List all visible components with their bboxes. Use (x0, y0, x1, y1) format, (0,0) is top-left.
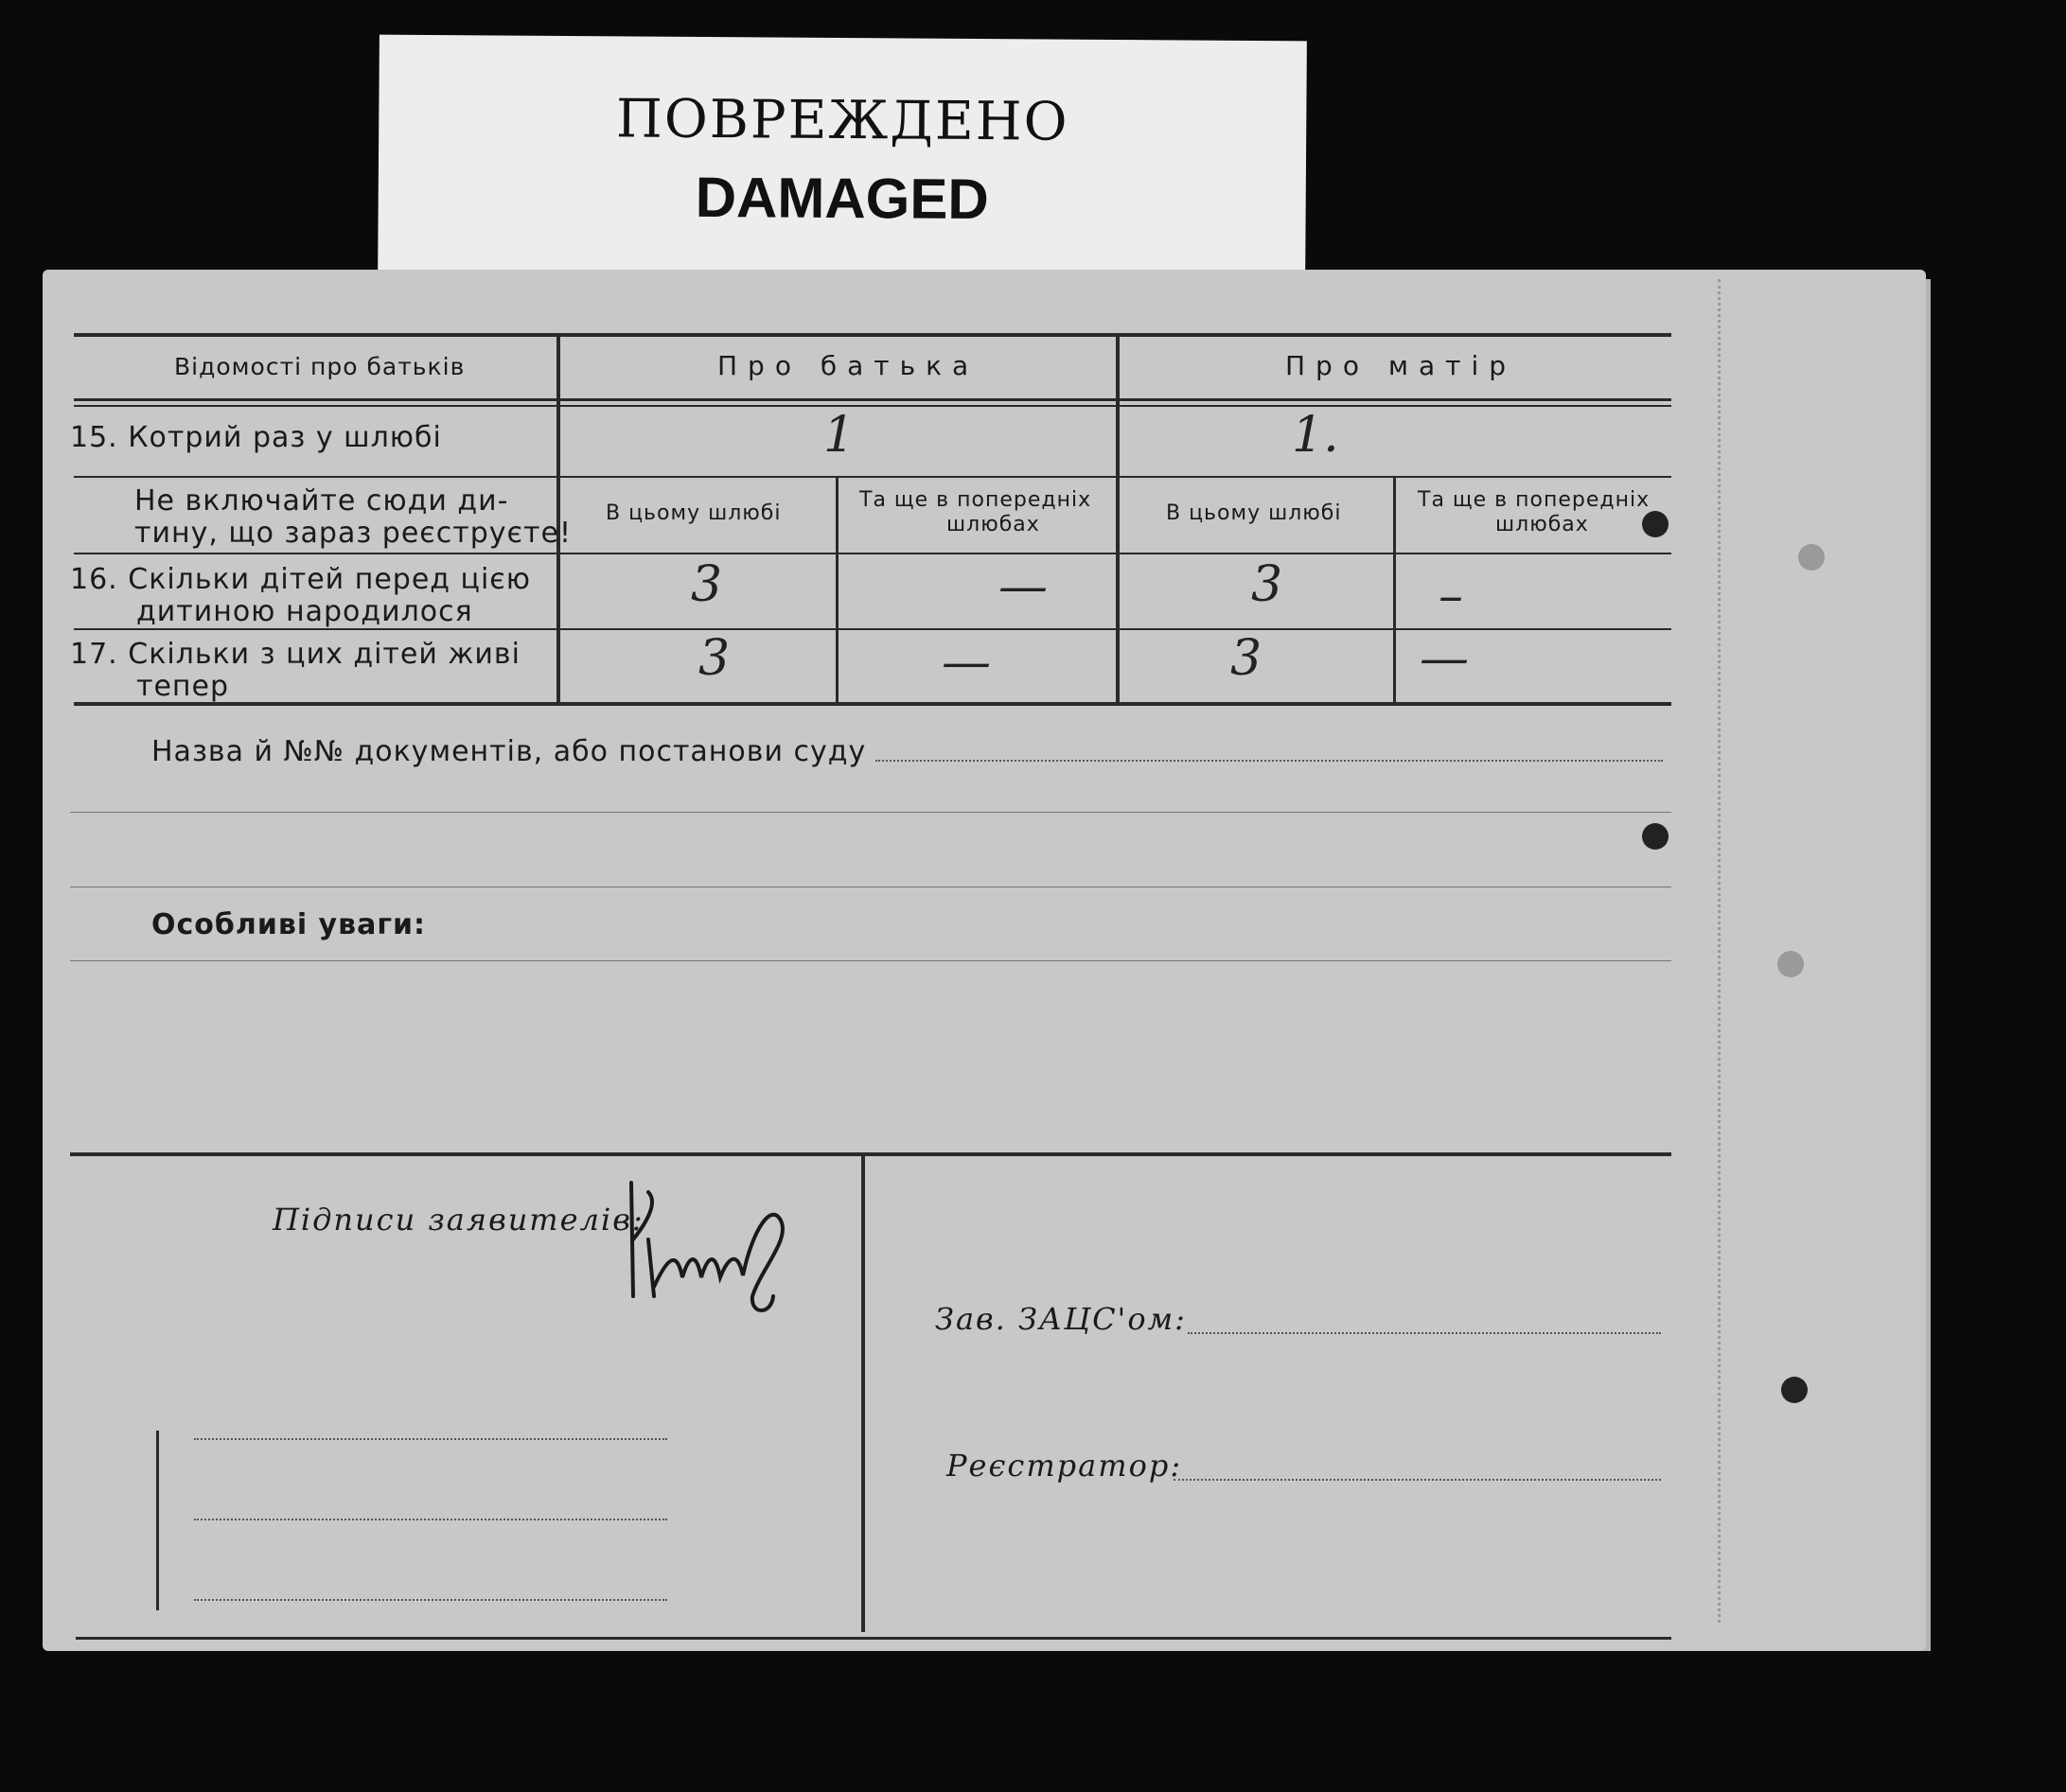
row17-father-prev: — (942, 634, 991, 691)
handwritten-signature (620, 1164, 838, 1325)
row16-mother-prev: – (1439, 568, 1463, 624)
row16-label-1: 16. Скільки дітей перед цією (70, 563, 532, 596)
header-info: Відомості про батьків (174, 353, 466, 380)
signature-section-divider (861, 1154, 865, 1632)
punch-hole (1798, 544, 1825, 571)
row16-mother-this: 3 (1251, 556, 1283, 613)
header-mother: Про матір (1285, 350, 1517, 381)
special-notes-line (70, 960, 1671, 961)
row16-father-this: 3 (691, 556, 723, 613)
row17-mother-prev: — (1420, 630, 1469, 687)
row16-label-2: дитиною народилося (136, 595, 473, 628)
row17-label-2: тепер (136, 670, 230, 703)
form-bottom-rule (76, 1637, 1671, 1640)
punch-hole (1642, 823, 1669, 850)
row17-label-1: 17. Скільки з цих дітей живі (70, 638, 521, 671)
damaged-label-card (378, 35, 1307, 288)
applicant-signature-line-2 (194, 1519, 667, 1520)
row17-father-this: 3 (698, 630, 731, 687)
note-line1: Не включайте сюди ди- (134, 484, 509, 518)
row15-father-value: 1 (823, 407, 856, 464)
header-bottom-rule-2 (74, 405, 1671, 407)
father-prev-marriages-header-2: шлюбах (946, 513, 1040, 536)
father-prev-marriages-header-1: Та ще в попередніх (859, 488, 1092, 512)
col-divider-sub-father (836, 478, 839, 704)
applicant-signature-line-1 (194, 1438, 667, 1440)
documents-line-2 (70, 812, 1671, 813)
signature-section-top-rule (70, 1152, 1671, 1156)
registrar-label: Реєстратор: (946, 1448, 1183, 1484)
mother-prev-marriages-header-2: шлюбах (1495, 513, 1589, 536)
father-this-marriage-header: В цьому шлюбі (606, 501, 782, 525)
row15-bottom-rule (74, 476, 1671, 478)
table-top-rule (74, 333, 1671, 337)
row15-mother-value: 1. (1292, 407, 1339, 464)
applicant-signature-line-3 (194, 1599, 667, 1601)
header-bottom-rule (74, 398, 1671, 401)
punch-hole (1642, 511, 1669, 537)
mother-prev-marriages-header-1: Та ще в попередніх (1418, 488, 1651, 512)
head-zags-line (1188, 1332, 1661, 1334)
header-father: Про батька (717, 350, 980, 381)
perforation-line (1718, 279, 1721, 1623)
damaged-label-english: DAMAGED (695, 165, 989, 232)
note-row-bottom-rule (74, 553, 1671, 554)
applicants-signatures-label: Підписи заявителів: (273, 1202, 645, 1238)
special-notes-label: Особливі уваги: (151, 908, 427, 941)
row16-father-prev: — (998, 558, 1048, 615)
punch-hole (1777, 951, 1804, 977)
table-bottom-rule (74, 702, 1671, 706)
row17-mother-this: 3 (1230, 630, 1263, 687)
note-line2: тину, що зараз реєструєте! (134, 517, 572, 550)
mother-this-marriage-header: В цьому шлюбі (1166, 501, 1342, 525)
documents-line-1 (875, 760, 1663, 762)
head-zags-label: Зав. ЗАЦС'ом: (935, 1301, 1187, 1337)
col-divider-sub-mother (1393, 478, 1396, 704)
col-divider-2 (1116, 333, 1120, 704)
signature-bracket (156, 1431, 159, 1610)
punch-hole (1781, 1377, 1808, 1403)
documents-label: Назва й №№ документів, або постанови суду (151, 735, 867, 768)
row15-label: 15. Котрий раз у шлюбі (70, 421, 442, 454)
damaged-label-russian: ПОВРЕЖДЕНО (615, 88, 1069, 153)
registrar-line (1174, 1479, 1661, 1481)
